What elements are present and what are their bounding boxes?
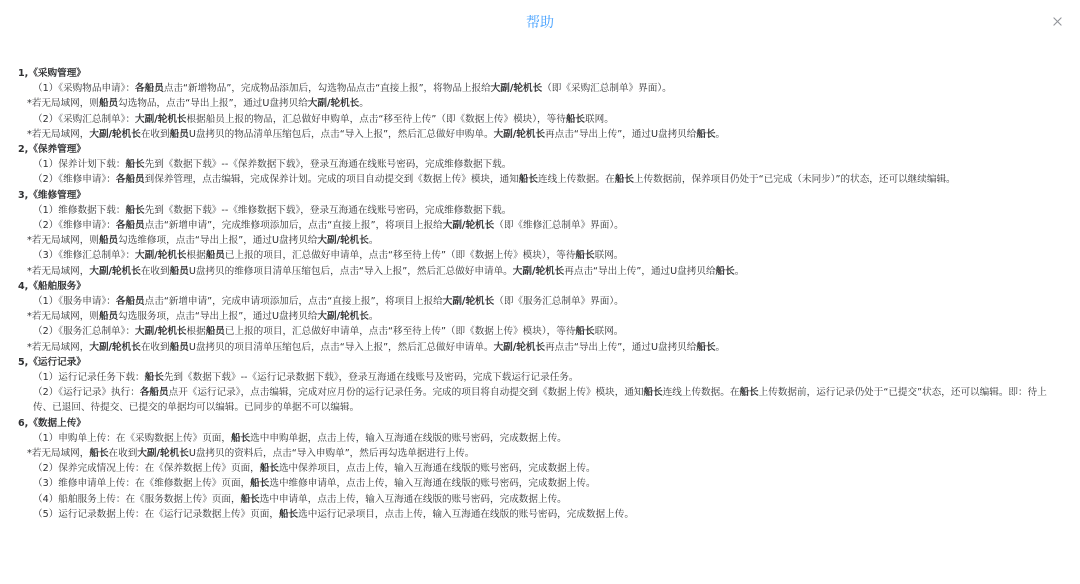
note-line [18, 446, 1063, 461]
role-name: 船长 [250, 478, 270, 490]
section-heading [18, 416, 1063, 431]
text-segment: 在收到 [108, 448, 138, 460]
help-item [18, 385, 1063, 415]
text-segment: 已上报的项目，汇总做好申请单，点击“移至待上传”（即《数据上传》模块），等待 [224, 326, 576, 338]
role-name: 船长 [125, 204, 145, 216]
help-item [18, 324, 1063, 339]
role-name: 大副/轮机长 [442, 220, 495, 232]
help-item [18, 476, 1063, 491]
role-name: 船长 [518, 174, 538, 186]
help-content [18, 66, 1063, 522]
role-name: 船员 [98, 311, 119, 323]
text-segment: 联网。 [594, 326, 624, 338]
text-segment: （1）运行记录任务下载： [33, 372, 145, 384]
role-name: 船长 [278, 508, 299, 520]
role-name: 各船员 [135, 83, 164, 95]
text-segment: 先到《数据下载》--《运行记录数据下载》，登录互海通在线账号及密码，完成下载运行记录任务。 [163, 372, 579, 384]
text-segment: U盘拷贝的项目清单压缩包后，点击“导入上报”，然后汇总做好申请单。 [188, 341, 494, 353]
help-item [18, 492, 1063, 507]
help-item [18, 507, 1063, 522]
text-segment: （2）保养完成情况上传：在《保养数据上传》页面， [33, 463, 260, 475]
role-name: 大副/轮机长 [512, 265, 565, 277]
dialog-title: 帮助 [526, 15, 554, 31]
help-item [18, 248, 1063, 263]
dialog-header [0, 0, 1080, 46]
role-name: 大副/轮机长 [89, 341, 141, 353]
text-segment: 勾选物品，点击“导出上报”，通过U盘拷贝给 [118, 98, 308, 110]
role-name: 大副/轮机长 [307, 98, 360, 110]
text-segment: （3）维修申请单上传：在《维修数据上传》页面， [33, 478, 251, 490]
text-segment: （2）《采购汇总制单》： [33, 113, 136, 125]
text-segment: （1）申购单上传：在《采购数据上传》页面， [33, 432, 231, 444]
text-segment: U盘拷贝的维修项目清单压缩包后，点击“导入上报”，然后汇总做好申请单。 [188, 265, 513, 277]
text-segment: 。 [715, 341, 726, 353]
role-name: 大副/轮机长 [493, 128, 546, 140]
text-segment: 已上报的项目，汇总做好申请单，点击“移至待上传”（即《数据上传》模块），等待 [224, 250, 576, 262]
note-line [18, 309, 1063, 324]
role-name: 船长 [144, 372, 164, 384]
text-segment: 。 [368, 311, 379, 323]
section-heading [18, 66, 1063, 81]
role-name: 船长 [125, 159, 145, 171]
role-name: 船长 [575, 326, 595, 338]
help-item [18, 203, 1063, 218]
text-segment: （即《服务汇总制单》界面）。 [494, 296, 624, 308]
text-segment: 再点击“导出上传”，通过U盘拷贝给 [545, 341, 697, 353]
text-segment: 到保养管理，点击编辑，完成保养计划。完成的项目自动提交到《数据上传》模块，通知 [144, 174, 519, 186]
text-segment: *若无局域网， [27, 341, 90, 353]
section-heading [18, 355, 1063, 370]
role-name: 船长 [240, 493, 260, 505]
role-name: 船员 [98, 98, 119, 110]
help-item [18, 431, 1063, 446]
text-segment: （3）《维修汇总制单》： [33, 250, 136, 262]
role-name: 大副/轮机长 [442, 296, 495, 308]
role-name: 大副/轮机长 [89, 265, 141, 277]
role-name: 各船员 [115, 174, 145, 186]
text-segment: （即《维修汇总制单》界面）。 [494, 220, 624, 232]
help-item [18, 218, 1063, 233]
text-segment: 在收到 [140, 128, 170, 140]
help-item [18, 157, 1063, 172]
text-segment: 。 [359, 98, 369, 110]
note-line [18, 233, 1063, 248]
note-line [18, 127, 1063, 142]
text-segment: 先到《数据下载》--《保养数据下载》，登录互海通在线账号密码，完成维修数据下载。 [144, 159, 512, 171]
close-button[interactable] [1050, 14, 1064, 28]
text-segment: U盘拷贝的资料后，点击“导入申购单”，然后再勾选单据进行上传。 [188, 448, 475, 460]
text-segment: 勾选维修项，点击“导出上报”，通过U盘拷贝给 [118, 235, 318, 247]
text-segment: 选中申请单，点击上传，输入互海通在线版的账号密码，完成数据上传。 [259, 493, 567, 505]
role-name: 船长 [565, 113, 586, 125]
close-icon [1053, 17, 1062, 26]
role-name: 船长 [575, 250, 595, 262]
role-name: 各船员 [115, 296, 145, 308]
note-line [18, 96, 1063, 111]
text-segment: U盘拷贝的物品清单压缩包后，点击“导入上报”，然后汇总做好申购单。 [188, 128, 494, 140]
text-segment: *若无局域网，则 [27, 98, 99, 110]
role-name: 船长 [715, 265, 735, 277]
text-segment: 2,《保养管理》 [18, 144, 86, 156]
section-heading [18, 188, 1063, 203]
role-name: 各船员 [139, 387, 169, 399]
role-name: 船长 [614, 174, 634, 186]
text-segment: 根据船员上报的物品，汇总做好申购单，点击“移至待上传”（即《数据上传》模块），等待 [186, 113, 566, 125]
text-segment: 点击“新增申请”，完成维修项添加后，点击“直接上报”，将项目上报给 [144, 220, 443, 232]
text-segment: *若无局域网， [27, 265, 90, 277]
text-segment: 点击“新增物品”，完成物品添加后，勾选物品点击“直接上报”，将物品上报给 [163, 83, 491, 95]
role-name: 船长 [643, 387, 663, 399]
role-name: 船长 [696, 128, 716, 140]
role-name: 大副/轮机长 [89, 128, 141, 140]
help-item [18, 112, 1063, 127]
text-segment: 根据 [186, 326, 206, 338]
text-segment: 联网。 [585, 113, 614, 125]
text-segment: 1,《采购管理》 [18, 68, 86, 79]
text-segment: 上传数据前，保养项目仍处于“已完成（未同步）”的状态，还可以继续编辑。 [633, 174, 956, 186]
text-segment: （2）《维修申请》： [33, 174, 116, 186]
text-segment: 6,《数据上传》 [18, 417, 86, 429]
help-item [18, 461, 1063, 476]
text-segment: *若无局域网， [27, 128, 90, 140]
role-name: 船员 [169, 265, 189, 277]
text-segment: 联网。 [594, 250, 624, 262]
help-item [18, 294, 1063, 309]
text-segment: 3,《维修管理》 [18, 189, 86, 201]
text-segment: 。 [368, 235, 379, 247]
text-segment: （5）运行记录数据上传：在《运行记录数据上传》页面， [33, 508, 279, 520]
help-item [18, 81, 1063, 96]
text-segment: 点开《运行记录》，点击编辑，完成对应月份的运行记录任务。完成的项目将自动提交到《数据上传》模块，通知 [168, 387, 644, 399]
text-segment: 选中申购单据，点击上传，输入互海通在线版的账号密码，完成数据上传。 [250, 432, 567, 444]
text-segment: 再点击“导出上传”，通过U盘拷贝给 [564, 265, 716, 277]
role-name: 船长 [739, 387, 759, 399]
text-segment: （1）《采购物品申请》： [33, 83, 136, 95]
role-name: 大副/轮机长 [317, 235, 369, 247]
role-name: 大副/轮机长 [135, 113, 187, 125]
text-segment: 选中保养项目，点击上传，输入互海通在线版的账号密码，完成数据上传。 [278, 463, 596, 475]
role-name: 船长 [89, 448, 109, 460]
role-name: 船长 [259, 463, 279, 475]
text-segment: （2）《运行记录》执行： [33, 387, 140, 399]
text-segment: （2）《服务汇总制单》： [33, 326, 136, 338]
role-name: 各船员 [115, 220, 145, 232]
role-name: 大副/轮机长 [490, 83, 543, 95]
role-name: 船员 [169, 128, 189, 140]
role-name: 船长 [696, 341, 716, 353]
text-segment: （2）《维修申请》： [33, 220, 116, 232]
text-segment: 根据 [186, 250, 206, 262]
text-segment: （1）保养计划下载： [33, 159, 126, 171]
text-segment: 勾选服务项，点击“导出上报”，通过U盘拷贝给 [118, 311, 318, 323]
role-name: 大副/轮机长 [135, 326, 187, 338]
text-segment: 先到《数据下载》--《维修数据下载》，登录互海通在线账号密码，完成维修数据下载。 [144, 204, 512, 216]
text-segment: 4,《船舶服务》 [18, 280, 86, 292]
help-item [18, 172, 1063, 187]
section-heading [18, 142, 1063, 157]
text-segment: 上传数据前，运行记录仍处于“已提交”状态，还可以编辑。即：待上传、已退回、待提交、已提交的单据均可以编辑。已同步的单据不可以编辑。 [33, 387, 1047, 414]
text-segment: 点击“新增申请”，完成申请项添加后，点击“直接上报”，将项目上报给 [144, 296, 443, 308]
role-name: 大副/轮机长 [137, 448, 189, 460]
text-segment: 在收到 [140, 265, 170, 277]
text-segment: *若无局域网，则 [27, 235, 99, 247]
text-segment: 5,《运行记录》 [18, 356, 86, 368]
text-segment: *若无局域网，则 [27, 311, 99, 323]
text-segment: （1）维修数据下载： [33, 204, 126, 216]
text-segment: 在收到 [140, 341, 170, 353]
role-name: 大副/轮机长 [317, 311, 369, 323]
role-name: 船员 [205, 326, 225, 338]
text-segment: 选中维修申请单，点击上传，输入互海通在线版的账号密码，完成数据上传。 [269, 478, 596, 490]
help-item [18, 370, 1063, 385]
text-segment: 连线上传数据。在 [662, 387, 740, 399]
role-name: 大副/轮机长 [493, 341, 546, 353]
note-line [18, 340, 1063, 355]
text-segment: 。 [734, 265, 745, 277]
text-segment: *若无局域网， [27, 448, 90, 460]
role-name: 船员 [98, 235, 119, 247]
text-segment: （4）船舶服务上传：在《服务数据上传》页面， [33, 493, 241, 505]
section-heading [18, 279, 1063, 294]
role-name: 船员 [205, 250, 225, 262]
text-segment: 再点击“导出上传”，通过U盘拷贝给 [545, 128, 697, 140]
role-name: 船长 [230, 432, 251, 444]
text-segment: 选中运行记录项目，点击上传，输入互海通在线版的账号密码，完成数据上传。 [298, 508, 634, 520]
text-segment: （即《采购汇总制单》界面）。 [542, 83, 672, 95]
role-name: 船员 [169, 341, 189, 353]
note-line [18, 264, 1063, 279]
text-segment: （1）《服务申请》： [33, 296, 116, 308]
text-segment: 。 [715, 128, 726, 140]
text-segment: 连线上传数据。在 [537, 174, 615, 186]
role-name: 大副/轮机长 [135, 250, 187, 262]
